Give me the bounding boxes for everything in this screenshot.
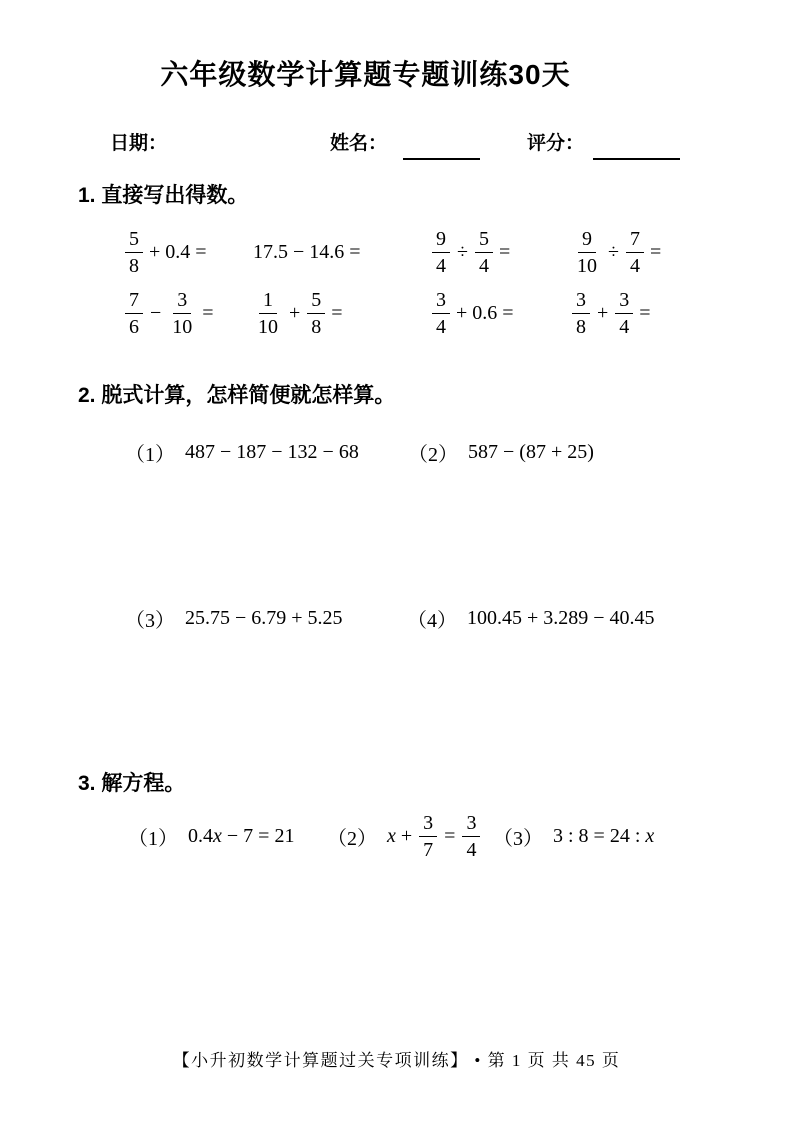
page-title: 六年级数学计算题专题训练30天 xyxy=(160,59,571,90)
math-problem xyxy=(123,227,207,277)
operator: + xyxy=(597,301,609,324)
fraction xyxy=(626,229,644,276)
variable-x: x xyxy=(645,824,655,847)
operator: ÷ xyxy=(608,240,619,263)
fraction-denominator: 8 xyxy=(129,254,139,277)
calc-row-1 xyxy=(0,227,793,277)
operator: − xyxy=(150,301,162,324)
fraction-denominator: 8 xyxy=(311,315,322,338)
math-problem xyxy=(125,427,359,477)
section-3-heading: 3. 解方程。 xyxy=(78,772,186,795)
section-1-heading: 1. 直接写出得数。 xyxy=(78,184,249,207)
fraction xyxy=(125,229,143,276)
fraction-denominator: 10 xyxy=(172,315,193,338)
equals-sign: = xyxy=(639,301,651,324)
fraction-denominator: 4 xyxy=(436,315,446,338)
expression-text: 17.5 − 14.6 = xyxy=(253,240,361,263)
fraction xyxy=(432,290,450,337)
math-problem xyxy=(128,808,294,864)
equals-sign: = xyxy=(331,301,343,324)
fraction-denominator: 4 xyxy=(619,315,630,338)
math-problem xyxy=(493,808,654,864)
problem-number: （3） xyxy=(125,609,175,632)
equals-sign: = xyxy=(439,824,461,847)
equals-sign: = xyxy=(202,301,214,324)
expression-text: 0.4 xyxy=(188,824,213,847)
fraction xyxy=(254,290,282,337)
fraction xyxy=(475,229,493,276)
math-problem xyxy=(252,288,343,338)
date-label: 日期： xyxy=(110,133,168,154)
math-problem xyxy=(253,227,361,277)
fraction-numerator: 1 xyxy=(259,290,277,314)
fraction-numerator: 9 xyxy=(432,229,450,253)
fraction xyxy=(307,290,325,337)
math-problem xyxy=(570,288,651,338)
expression-text: 587 − (87 + 25) xyxy=(468,440,594,463)
fraction-numerator: 3 xyxy=(462,813,480,837)
fraction-numerator: 7 xyxy=(125,290,143,314)
name-blank-line xyxy=(403,158,480,160)
fraction-denominator: 4 xyxy=(466,838,477,861)
expression-text: + 0.4 = xyxy=(149,240,207,263)
name-label: 姓名： xyxy=(330,133,388,154)
score-label: 评分： xyxy=(527,133,585,154)
math-problem xyxy=(327,808,482,864)
fraction-numerator: 3 xyxy=(572,290,590,314)
score-blank-line xyxy=(593,158,680,160)
equals-sign: = xyxy=(649,240,662,263)
fraction-denominator: 8 xyxy=(576,315,586,338)
equals-sign: = xyxy=(498,240,511,263)
fraction-denominator: 7 xyxy=(423,838,434,861)
fraction xyxy=(125,290,143,337)
problem-number: （1） xyxy=(125,443,175,466)
fraction-denominator: 10 xyxy=(577,254,597,277)
operator: ÷ xyxy=(457,240,468,263)
fraction-numerator: 5 xyxy=(475,229,493,253)
problem-number: （3） xyxy=(493,827,543,850)
fraction-numerator: 3 xyxy=(419,813,437,837)
variable-x: x xyxy=(387,824,396,847)
expression-text: 25.75 − 6.79 + 5.25 xyxy=(185,606,343,629)
fraction-numerator: 9 xyxy=(578,229,596,253)
problem-number: （4） xyxy=(407,609,457,632)
math-problem xyxy=(571,227,661,277)
problem-number: （1） xyxy=(128,827,178,850)
fraction-numerator: 3 xyxy=(173,290,191,314)
equation-text xyxy=(188,825,294,848)
problem-number: （2） xyxy=(408,443,458,466)
operator: + xyxy=(289,301,301,324)
math-problem xyxy=(430,227,510,277)
expression-text: − 7 = 21 xyxy=(221,824,295,847)
fraction-numerator: 3 xyxy=(615,290,633,314)
fraction-denominator: 10 xyxy=(258,315,278,338)
expression-text: + 0.6 = xyxy=(456,301,514,324)
fraction-numerator: 7 xyxy=(626,229,644,253)
fraction-denominator: 6 xyxy=(129,315,139,338)
fraction-denominator: 4 xyxy=(629,254,640,277)
math-problem xyxy=(407,593,655,643)
section-2-heading: 2. 脱式计算，怎样简便就怎样算。 xyxy=(78,384,396,407)
fraction xyxy=(573,229,601,276)
math-problem xyxy=(125,593,343,643)
calc-row-2 xyxy=(0,288,793,338)
fraction xyxy=(419,813,437,860)
fraction-numerator: 5 xyxy=(307,290,325,314)
fraction xyxy=(432,229,450,276)
equation-text xyxy=(553,825,654,848)
page-footer: 【小升初数学计算题过关专项训练】 • 第 1 页 共 45 页 xyxy=(172,1051,621,1070)
problem-number: （2） xyxy=(327,827,377,850)
math-problem xyxy=(408,427,594,477)
fraction-numerator: 3 xyxy=(432,290,450,314)
variable-x: x xyxy=(213,824,222,847)
expression-text: 487 − 187 − 132 − 68 xyxy=(185,440,359,463)
fraction-numerator: 5 xyxy=(125,229,143,253)
fraction xyxy=(462,813,480,860)
fraction xyxy=(572,290,590,337)
expression-text: 3 : 8 = 24 : xyxy=(553,824,646,847)
expression-text: 100.45 + 3.289 − 40.45 xyxy=(467,606,655,629)
fraction-denominator: 4 xyxy=(478,254,489,277)
fraction xyxy=(168,290,196,337)
operator: + xyxy=(395,824,418,847)
math-problem xyxy=(430,288,514,338)
fraction xyxy=(615,290,633,337)
math-problem xyxy=(123,288,214,338)
fraction-denominator: 4 xyxy=(436,254,446,277)
